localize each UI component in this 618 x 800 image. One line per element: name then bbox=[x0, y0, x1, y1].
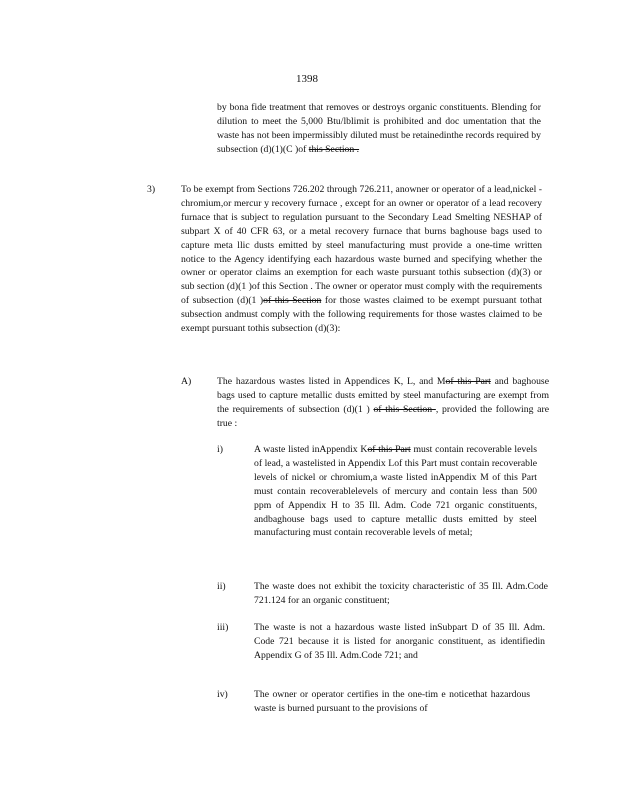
deleted-text: of this Part bbox=[367, 444, 411, 455]
item-iv-label: iv) bbox=[217, 689, 228, 700]
subsection-3-text: To be exempt from Sections 726.202 through 726.211, anowner or operator of a lead,nickel - chromium,or mercur y recovery furnace , except for an owner or operator of a lead recovery furnace that is subject to regulation pursuant to the Secondary Lead Smelting NESHAP of subpart X of 40 CFR 63, or a metal recovery furnace that burns baghouse bags used to capture meta llic dusts emitted by steel manufacturing must provide a one-time written notice to the Agency identifying each hazardous waste burned and specifying whether the owner or operator claims an exemption for each waste pursuant tothis subsection (d)(3) or sub section (d)(1 )of this Section . The owner or operator must comply with the requirements of subsection (d)(1 ) bbox=[181, 184, 542, 307]
item-iii-paragraph bbox=[254, 621, 545, 663]
item-iii-text: The waste is not a hazardous waste listed inSubpart D of 35 Ill. Adm. Code 721 because it is listed for anorganic constituent, as identifiedin Appendix G of 35 Ill. Adm.Code 721; and bbox=[254, 622, 545, 661]
item-iv-text: The owner or operator certifies in the one-tim e noticethat hazardous waste is burned pursuant to the provisions of bbox=[254, 689, 530, 714]
deleted-text: of this Part bbox=[445, 376, 491, 387]
continuation-paragraph bbox=[217, 101, 541, 157]
deleted-text: of this Section bbox=[263, 295, 322, 307]
item-i-label: i) bbox=[217, 444, 223, 455]
item-i-text-cont: must contain recoverable levels of lead, a wastelisted in Appendix Lof this Part must contain recoverable levels of nickel or chromium,a waste listed inAppendix M of this Part must contain recoverablelevels of mercury and contain less than 500 ppm of Appendix H to 35 Ill. Adm. Code 721 organic constituents, andbaghouse bags used to capture metallic dusts emitted by steel manufacturing must contain recoverable levels of metal; bbox=[254, 444, 538, 539]
subsection-3-paragraph bbox=[181, 183, 542, 336]
subsection-A-label: A) bbox=[181, 376, 192, 387]
deleted-text: of this Section bbox=[373, 403, 436, 415]
continuation-text: by bona fide treatment that removes or destroys organic constituents. Blending for dilution to meet the 5,000 Btu/lblimit is prohibited and doc umentation that the waste has not been impermissibly diluted must be retainedinthe records required by subsection (d)(1)(C )of bbox=[217, 102, 541, 155]
item-ii-label: ii) bbox=[217, 581, 226, 592]
item-ii-paragraph bbox=[254, 580, 548, 608]
page-number: 1398 bbox=[296, 73, 318, 85]
subsection-A-text-end: , provided the following are true : bbox=[217, 403, 550, 429]
subsection-A-text-cont: and baghouse bags used to capture metallic dusts emitted by steel manufacturing are exempt from the requirements of subsection (d)(1 ) bbox=[217, 376, 550, 415]
subsection-A-text: The hazardous wastes listed in Appendices K, L, and M bbox=[217, 376, 446, 387]
subsection-3-text-cont: for those wastes claimed to be exempt pursuant tothat subsection andmust comply with the following requirements for those wastes claimed to be exempt pursuant tothis subsection (d)(3): bbox=[181, 295, 543, 335]
item-i-paragraph bbox=[254, 443, 537, 540]
item-ii-text: The waste does not exhibit the toxicity characteristic of 35 Ill. Adm.Code 721.124 for an organic constituent; bbox=[254, 581, 548, 606]
subsection-A-paragraph bbox=[217, 375, 549, 431]
item-iv-paragraph bbox=[254, 688, 530, 716]
subsection-3-label: 3) bbox=[147, 184, 156, 195]
deleted-text: this Section . bbox=[308, 143, 360, 155]
item-i-text: A waste listed inAppendix K bbox=[254, 444, 368, 455]
item-iii-label: iii) bbox=[217, 622, 229, 633]
